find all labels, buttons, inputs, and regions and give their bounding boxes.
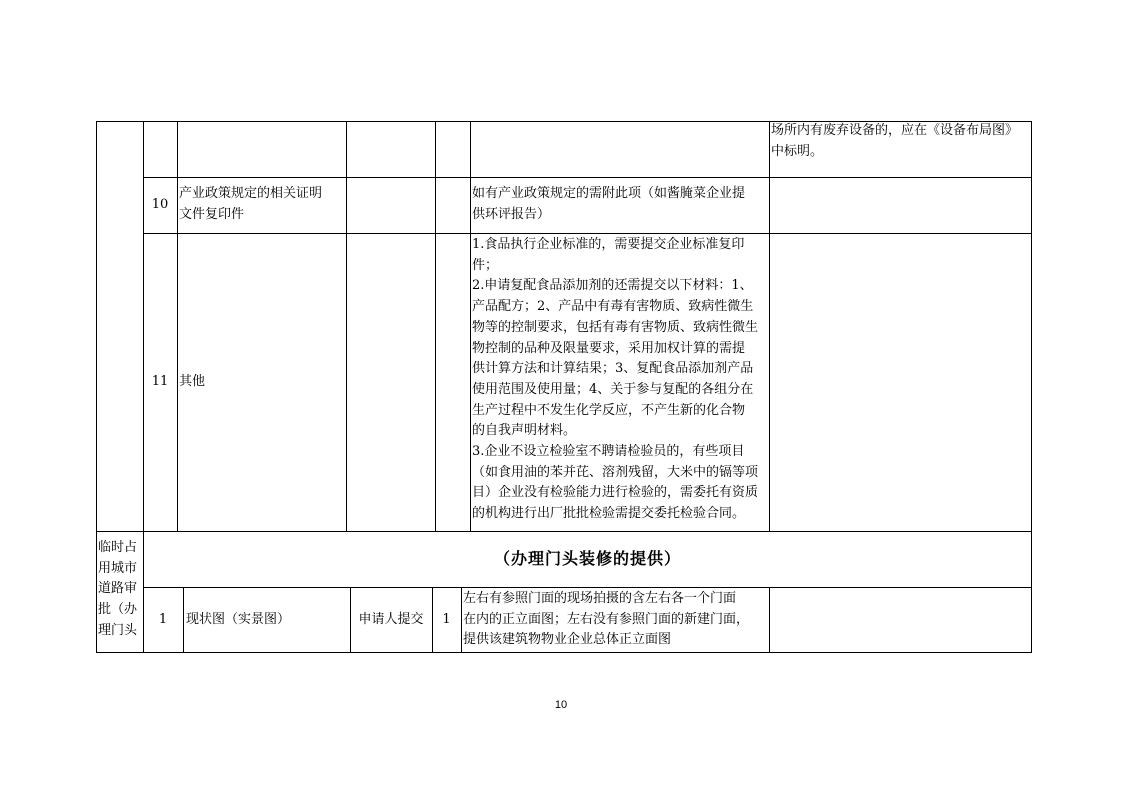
grid-line: [1031, 121, 1032, 653]
note-line: 物控制的品种及限量要求，采用加权计算的需提: [472, 340, 746, 356]
note-line: 物等的控制要求，包括有毒有害物质、致病性微生: [472, 319, 759, 335]
row-number: 10: [151, 197, 169, 212]
category-line: 道路审: [98, 581, 138, 597]
note-line: 供环评报告）: [472, 206, 551, 222]
grid-line: [143, 587, 1032, 588]
note-line: 使用范围及使用量；4、关于参与复配的各组分在: [472, 381, 754, 397]
note-line: （如食用油的苯并芘、溶剂残留，大米中的镉等项: [472, 464, 759, 480]
note-cell: [472, 235, 758, 525]
remark-line: 中标明。: [771, 143, 824, 159]
material-name: 现状图（实景图）: [186, 612, 291, 627]
material-name-line: 产业政策规定的相关证明: [179, 186, 323, 201]
grid-line: [461, 587, 462, 653]
note-cell: [472, 184, 745, 225]
grid-line: [435, 121, 436, 531]
material-name-line: 文件复印件: [179, 206, 245, 222]
section-heading: （办理门头装修的提供）: [493, 549, 681, 568]
note-line: 的自我声明材料。: [472, 423, 577, 439]
note-line: 目）企业没有检验能力进行检验的，需委托有资质: [472, 485, 759, 501]
grid-line: [96, 652, 1032, 653]
note-line: 3.企业不设立检验室不聘请检验员的，有些项目: [472, 444, 745, 460]
note-line: 件；: [472, 257, 499, 273]
note-line: 如有产业政策规定的需附此项（如酱腌菜企业提: [472, 186, 746, 201]
note-line: 生产过程中不发生化学反应，不产生新的化合物: [472, 402, 746, 418]
grid-line: [769, 121, 770, 531]
category-line: 批（办: [98, 602, 138, 618]
grid-line: [346, 121, 347, 531]
note-line: 提供该建筑物物业企业总体正立面图: [463, 632, 672, 648]
category-line: 临时占: [98, 540, 138, 555]
note-line: 在内的正立面图；左右没有参照门面的新建门面，: [463, 611, 750, 627]
source-cell: 申请人提交: [358, 612, 424, 627]
category-line: 用城市: [98, 560, 138, 576]
copies-cell: 1: [442, 612, 451, 627]
grid-line: [96, 121, 97, 653]
note-line: 2.申请复配食品添加剂的还需提交以下材料：1、: [472, 278, 753, 294]
grid-line: [96, 531, 1032, 532]
material-name: 其他: [179, 374, 206, 389]
note-line: 产品配方；2、产品中有毒有害物质、致病性微生: [472, 299, 754, 315]
note-line: 左右有参照门面的现场拍摄的含左右各一个门面: [463, 591, 737, 606]
note-line: 的机构进行出厂批批检验需提交委托检验合同。: [472, 506, 746, 522]
grid-line: [183, 587, 184, 653]
remark-line: 场所内有废弃设备的，应在《设备布局图》: [771, 123, 1019, 138]
row-number: 1: [158, 612, 168, 627]
note-line: 1.食品执行企业标准的，需要提交企业标准复印: [472, 237, 745, 252]
remark-cell: [771, 121, 1018, 162]
grid-line: [143, 233, 1032, 234]
note-cell: [463, 589, 749, 651]
note-line: 供计算方法和计算结果；3、复配食品添加剂产品: [472, 361, 754, 377]
row-number: 11: [151, 374, 169, 389]
material-name: [179, 184, 322, 225]
category-cell: [98, 538, 137, 642]
page-number: 10: [554, 699, 568, 711]
grid-line: [470, 121, 471, 531]
grid-line: [143, 177, 1032, 178]
category-line: 理门头: [98, 622, 138, 638]
grid-line: [769, 587, 770, 653]
grid-line: [177, 121, 178, 531]
